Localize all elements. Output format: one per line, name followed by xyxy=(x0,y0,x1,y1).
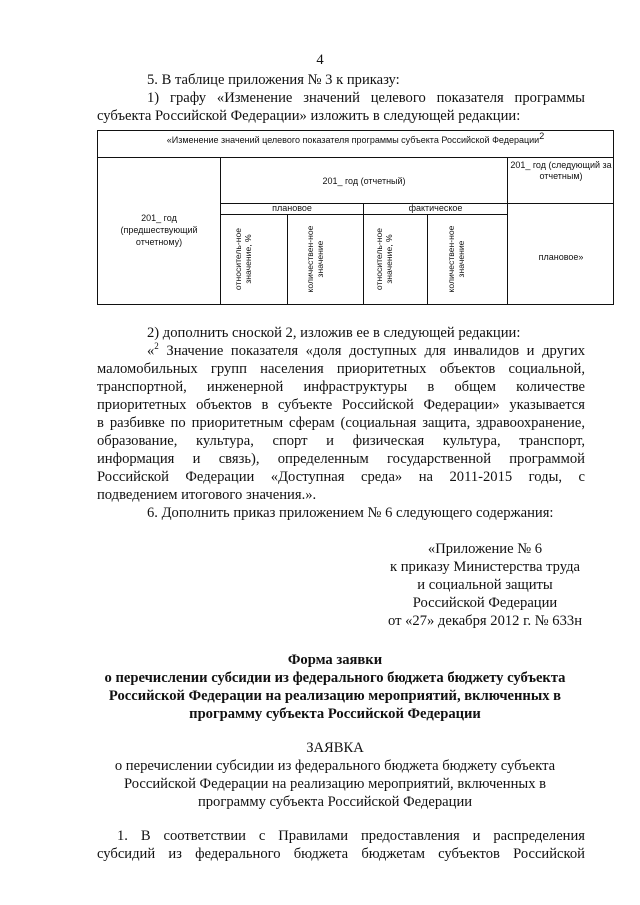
planned-relative-value: относитель-ное значение, % xyxy=(233,227,253,291)
form-title-line-3: Российской Федерации на реализацию мероприятий, включенных в xyxy=(108,688,562,704)
footnote-line-8: Российской Федерации «Доступная среда» на 2011-2015 годы, с xyxy=(97,469,585,485)
col-report-year: 201_ год (отчетный) xyxy=(322,176,406,186)
col-planned: плановое xyxy=(272,203,312,213)
item-6: 6. Дополнить приказ приложением № 6 следующего содержания: xyxy=(147,505,554,521)
footnote-line-7: информация и связь), определенным государственной программой xyxy=(97,451,585,467)
zayavka-title: ЗАЯВКА xyxy=(306,740,364,756)
col-actual: фактическое xyxy=(408,203,463,213)
indicator-table xyxy=(97,130,614,305)
item-5: 5. В таблице приложения № 3 к приказу: xyxy=(147,72,400,88)
planned-quantitative-value: количествен-ное значение xyxy=(305,225,325,293)
actual-quantitative-value: количествен-ное значение xyxy=(446,225,466,293)
sub-item-1-line2: субъекта Российской Федерации» изложить в следующей редакции: xyxy=(97,108,521,124)
form-title-line-2: о перечислении субсидии из федерального бюджета бюджету субъекта xyxy=(104,670,566,686)
actual-relative-value: относитель-ное значение, % xyxy=(374,227,394,291)
appendix-line-4: Российской Федерации xyxy=(412,595,558,611)
appendix-line-3: и социальной защиты xyxy=(417,577,553,593)
footnote-line-5: в разбивке по приоритетным сферам (социальная защита, здравоохранение, xyxy=(97,415,585,431)
next-year-planned: плановое» xyxy=(538,252,584,262)
zayavka-line-2: о перечислении субсидии из федерального бюджета бюджету субъекта xyxy=(114,758,556,774)
footnote-line-2: маломобильных групп населения приоритетных объектов социальной, xyxy=(97,361,585,377)
zayavka-line-3: Российской Федерации на реализацию мероприятий, включенных в xyxy=(123,776,547,792)
form-title: Форма заявки xyxy=(287,652,383,668)
footnote-line-4: приоритетных объектов в субъекте Российской Федерации» указывается xyxy=(97,397,585,413)
zayavka-line-4: программу субъекта Российской Федерации xyxy=(197,794,473,810)
form-title-line-4: программу субъекта Российской Федерации xyxy=(189,706,481,722)
appendix-line-2: к приказу Министерства труда xyxy=(389,559,581,575)
footnote-line-3: транспортной, инженерной инфраструктуры в общем количестве xyxy=(97,379,585,395)
appendix-line-1: «Приложение № 6 xyxy=(427,541,543,557)
sub-item-1-line1: 1) графу «Изменение значений целевого показателя программы xyxy=(147,90,585,106)
item-1-line-2: субсидий из федерального бюджета бюджетам субъектов Российской xyxy=(97,846,585,862)
footnote-line-1: «$^2$ Значение показателя «доля доступных для инвалидов и других xyxy=(147,341,585,359)
footnote-line-6: образование, культура, спорт и физическая культура, транспорт, xyxy=(97,433,585,449)
table-header-title: «Изменение значений целевого показателя программы субъекта Российской Федерации$^2$ xyxy=(166,131,545,145)
footnote-line-9: подведением итогового значения.». xyxy=(97,487,317,503)
sub-item-2: 2) дополнить сноской 2, изложив ее в следующей редакции: xyxy=(147,325,521,341)
appendix-line-5: от «27» декабря 2012 г. № 633н xyxy=(387,613,583,629)
col-prev-year: 201_ год (предшествующий отчетному) xyxy=(120,213,198,247)
col-next-year: 201_ год (следующий за отчетным) xyxy=(510,160,612,181)
page-number: 4 xyxy=(316,52,324,68)
item-1-line-1: 1. В соответствии с Правилами предоставления и распределения xyxy=(117,828,585,844)
